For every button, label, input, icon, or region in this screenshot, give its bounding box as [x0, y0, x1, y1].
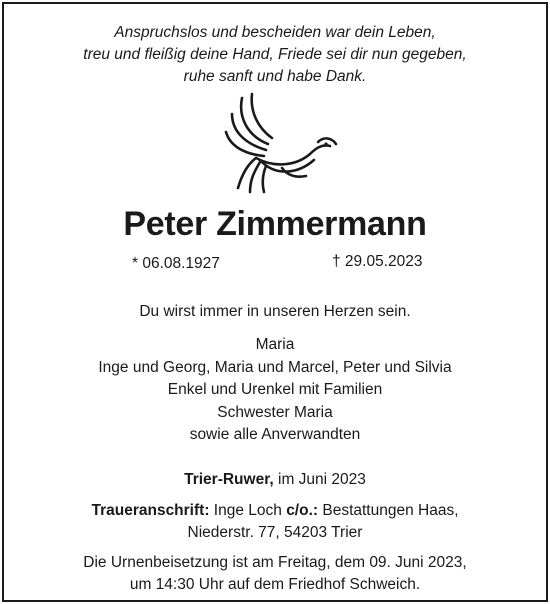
date: im Juni 2023: [273, 471, 366, 488]
deceased-name: Peter Zimmermann: [123, 205, 427, 243]
memorial-quote: Du wirst immer in unseren Herzen sein.: [139, 303, 411, 320]
birth-date: * 06.08.1927: [132, 255, 220, 272]
address-line-1: [4, 500, 546, 522]
mourner-line: sowie alle Anverwandten: [189, 426, 361, 443]
place: Trier-Ruwer,: [184, 471, 274, 488]
dove-icon: [222, 92, 338, 194]
death-date: † 29.05.2023: [332, 253, 423, 270]
address-street: Niederstr. 77, 54203 Trier: [187, 524, 363, 541]
mourner-line: Maria: [255, 336, 295, 353]
funeral-info: [4, 552, 546, 596]
address-company: Bestattungen Haas,: [318, 502, 459, 519]
place-date: [4, 470, 546, 490]
mourner-line: Schwester Maria: [217, 403, 333, 421]
obituary-notice: [2, 2, 548, 602]
co-label: c/o.:: [286, 502, 319, 519]
address-label: Traueranschrift:: [91, 502, 210, 519]
funeral-line: Die Urnenbeisetzung ist am Freitag, dem 09. Juni 2023,: [83, 554, 467, 571]
verse-line: treu und fleißig deine Hand, Friede sei dir nun gegeben,: [83, 46, 467, 63]
address-name: Inge Loch: [209, 502, 287, 519]
funeral-line: um 14:30 Uhr auf dem Friedhof Schweich.: [129, 576, 421, 593]
verse: [4, 22, 546, 88]
mourning-address: [4, 500, 546, 544]
mourner-line: Enkel und Urenkel mit Familien: [167, 381, 383, 398]
mourners-list: [4, 334, 546, 447]
verse-line: ruhe sanft und habe Dank.: [183, 68, 367, 85]
verse-line: Anspruchslos und bescheiden war dein Leben,: [114, 24, 436, 41]
mourner-line: Inge und Georg, Maria und Marcel, Peter und Silvia: [98, 358, 452, 376]
